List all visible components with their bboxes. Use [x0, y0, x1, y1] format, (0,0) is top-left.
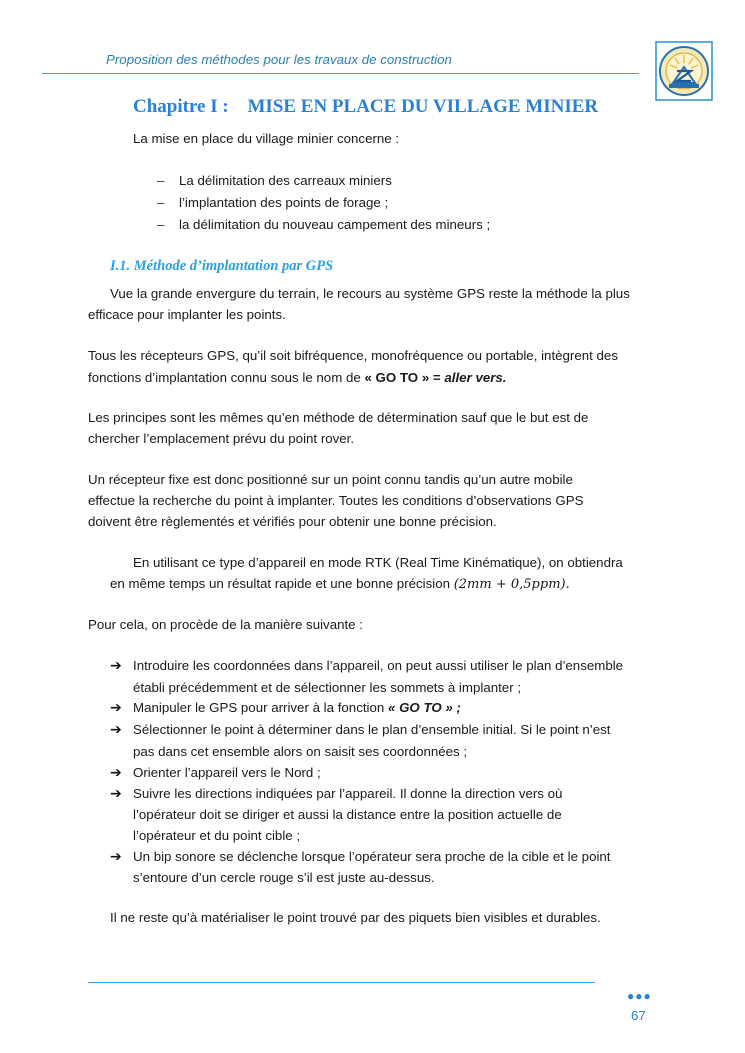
school-logo	[655, 41, 713, 101]
step-line: Un bip sonore se déclenche lorsque l’opérateur sera proche de la cible et le point	[133, 849, 611, 864]
paragraph-line: efficace pour implanter les points.	[88, 307, 286, 322]
list-item: – l’implantation des points de forage ;	[157, 195, 389, 210]
paragraph-line: en même temps un résultat rapide et une bonne précision (2𝑚𝑚 + 0,5𝑝𝑝𝑚).	[110, 576, 570, 592]
paragraph-line: Un récepteur fixe est donc positionné sur un point connu tandis qu’un autre mobile	[88, 472, 573, 487]
chapter-heading	[133, 96, 598, 118]
chapter-title: MISE EN PLACE DU VILLAGE MINIER	[247, 96, 599, 117]
step-line: Sélectionner le point à déterminer dans le plan d’ensemble initial. Si le point n’est	[133, 722, 611, 737]
step-line: pas dans cet ensemble alors on saisit ses coordonnées ;	[133, 744, 468, 759]
header-rule	[42, 73, 639, 74]
step-line: s’entoure d’un cercle rouge s’il est juste au-dessus.	[133, 870, 435, 885]
step-line: l’opérateur et du point cible ;	[133, 828, 301, 843]
step-line: établi précédemment et de sélectionner les sommets à implanter ;	[133, 680, 522, 695]
arrow-icon: ➔	[110, 721, 122, 737]
closing-line: Il ne reste qu’à matérialiser le point trouvé par des piquets bien visibles et durables.	[110, 910, 601, 925]
paragraph-line: fonctions d’implantation connu sous le nom de « GO TO » = aller vers.	[88, 370, 507, 385]
step-line: Introduire les coordonnées dans l’appareil, on peut aussi utiliser le plan d’ensemble	[133, 658, 624, 673]
paragraph-line: Les principes sont les mêmes qu’en méthode de détermination sauf que le but est de	[88, 410, 589, 425]
step-line: l’opérateur doit se diriger et aussi la distance entre la position actuelle de	[133, 807, 562, 822]
dash-icon: –	[157, 217, 165, 232]
arrow-icon: ➔	[110, 657, 122, 673]
dash-icon: –	[157, 195, 165, 210]
list-item: – la délimitation du nouveau campement des mineurs ;	[157, 217, 491, 232]
arrow-icon: ➔	[110, 848, 122, 864]
intro-text: La mise en place du village minier concerne :	[133, 131, 400, 146]
arrow-icon: ➔	[110, 764, 122, 780]
arrow-icon: ➔	[110, 785, 122, 801]
paragraph-line: En utilisant ce type d’appareil en mode RTK (Real Time Kinématique), on obtiendra	[133, 555, 623, 570]
precision-formula: (2𝑚𝑚 + 0,5𝑝𝑝𝑚).	[453, 577, 570, 592]
step-line: Orienter l’appareil vers le Nord ;	[133, 765, 321, 780]
list-item: – La délimitation des carreaux miniers	[157, 173, 392, 188]
paragraph-line: doivent être règlementés et vérifiés pour obtenir une bonne précision.	[88, 514, 497, 529]
chapter-number: Chapitre I :	[133, 96, 229, 117]
step-line: Manipuler le GPS pour arriver à la fonction « GO TO » ;	[133, 700, 461, 715]
dots-icon: ●●●	[627, 989, 652, 1003]
paragraph-line: Vue la grande envergure du terrain, le recours au système GPS reste la méthode la plus	[110, 286, 630, 301]
step-line: Suivre les directions indiquées par l’appareil. Il donne la direction vers où	[133, 786, 563, 801]
footer-rule	[88, 982, 595, 983]
paragraph-line: chercher l’emplacement prévu du point rover.	[88, 431, 355, 446]
arrow-icon: ➔	[110, 699, 122, 715]
paragraph-line: Tous les récepteurs GPS, qu’il soit bifréquence, monofréquence ou portable, intègrent des	[88, 348, 618, 363]
paragraph-line: effectue la recherche du point à implanter. Toutes les conditions d’observations GPS	[88, 493, 584, 508]
running-header: Proposition des méthodes pour les travaux de construction	[106, 52, 452, 67]
paragraph-line: Pour cela, on procède de la manière suivante :	[88, 617, 363, 632]
section-heading: I.1. Méthode d’implantation par GPS	[110, 258, 334, 274]
page-number: 67	[631, 1008, 646, 1023]
dash-icon: –	[157, 173, 165, 188]
